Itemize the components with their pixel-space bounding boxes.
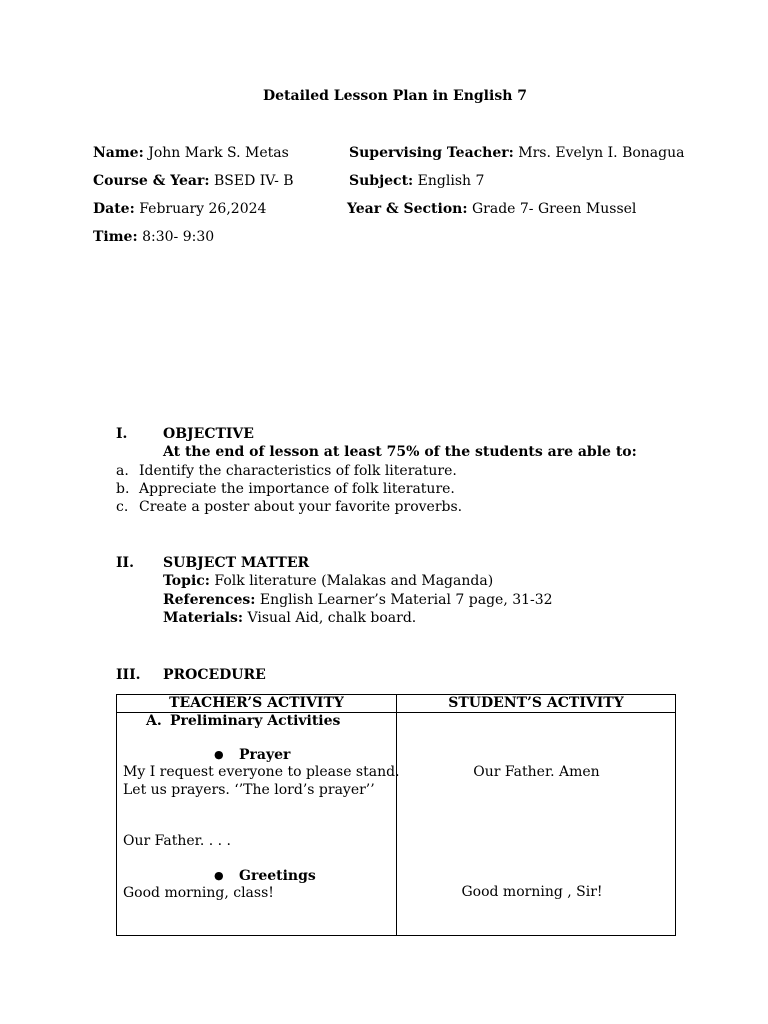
section-label: Year & Section: [347, 201, 468, 217]
supervisor-line [349, 145, 684, 161]
objective-item-letter: c. [116, 499, 129, 515]
supervisor-label: Supervising Teacher: [349, 145, 514, 161]
date-line [93, 201, 266, 217]
materials-line [163, 610, 416, 626]
student-activity-cell [397, 713, 676, 936]
date-value: February 26,2024 [134, 201, 267, 217]
teacher-activity-header: TEACHER’S ACTIVITY [117, 695, 397, 713]
teacher-activity-cell [117, 713, 400, 936]
name-line [93, 145, 289, 161]
references-label: References: [163, 592, 256, 608]
greetings-title: Greetings [239, 868, 316, 884]
time-line [93, 229, 214, 245]
table-header-row [117, 695, 676, 713]
section-letter: A. [146, 713, 162, 729]
name-label: Name: [93, 145, 144, 161]
objective-heading: OBJECTIVE [163, 426, 254, 442]
references-value: English Learner’s Material 7 page, 31-32 [255, 592, 553, 608]
procedure-heading: PROCEDURE [163, 667, 266, 683]
page-title: Detailed Lesson Plan in English 7 [263, 88, 527, 104]
greetings-line: Good morning, class! [123, 885, 274, 901]
subject-matter-numeral: II. [116, 555, 134, 571]
materials-label: Materials: [163, 610, 244, 626]
objective-numeral: I. [116, 426, 128, 442]
prayer-title: Prayer [239, 747, 291, 763]
objective-intro: At the end of lesson at least 75% of the students are able to: [163, 444, 637, 460]
bullet-icon: ● [214, 748, 224, 761]
course-value: BSED IV- B [209, 173, 294, 189]
student-greeting-response: Good morning , Sir! [461, 884, 603, 900]
topic-value: Folk literature (Malakas and Maganda) [209, 573, 494, 589]
course-label: Course & Year: [93, 173, 210, 189]
student-activity-header: STUDENT’S ACTIVITY [397, 695, 676, 713]
topic-line [163, 573, 493, 589]
time-label: Time: [93, 229, 138, 245]
bullet-icon: ● [214, 869, 224, 882]
subject-value: English 7 [413, 173, 485, 189]
objective-item-text: Appreciate the importance of folk literature. [139, 481, 455, 497]
topic-label: Topic: [163, 573, 210, 589]
materials-value: Visual Aid, chalk board. [243, 610, 417, 626]
objective-item-letter: b. [116, 481, 130, 497]
prayer-line: My I request everyone to please stand. [123, 764, 400, 780]
references-line [163, 592, 553, 608]
name-value: John Mark S. Metas [143, 145, 289, 161]
section-value: Grade 7- Green Mussel [467, 201, 637, 217]
course-line [93, 173, 294, 189]
objective-item-letter: a. [116, 463, 129, 479]
objective-item-text: Create a poster about your favorite proverbs. [139, 499, 463, 515]
table-row [117, 713, 676, 936]
time-value: 8:30- 9:30 [137, 229, 215, 245]
supervisor-value: Mrs. Evelyn I. Bonagua [513, 145, 685, 161]
section-title: Preliminary Activities [170, 713, 341, 729]
subject-line [349, 173, 484, 189]
subject-matter-heading: SUBJECT MATTER [163, 555, 310, 571]
our-father-line: Our Father. . . . [123, 833, 231, 849]
procedure-table [116, 694, 676, 936]
subject-label: Subject: [349, 173, 414, 189]
section-line [347, 201, 636, 217]
student-prayer-response: Our Father. Amen [473, 764, 600, 780]
objective-item-text: Identify the characteristics of folk literature. [139, 463, 457, 479]
date-label: Date: [93, 201, 135, 217]
procedure-numeral: III. [116, 667, 141, 683]
prayer-line: Let us prayers. ‘’The lord’s prayer’’ [123, 782, 375, 798]
